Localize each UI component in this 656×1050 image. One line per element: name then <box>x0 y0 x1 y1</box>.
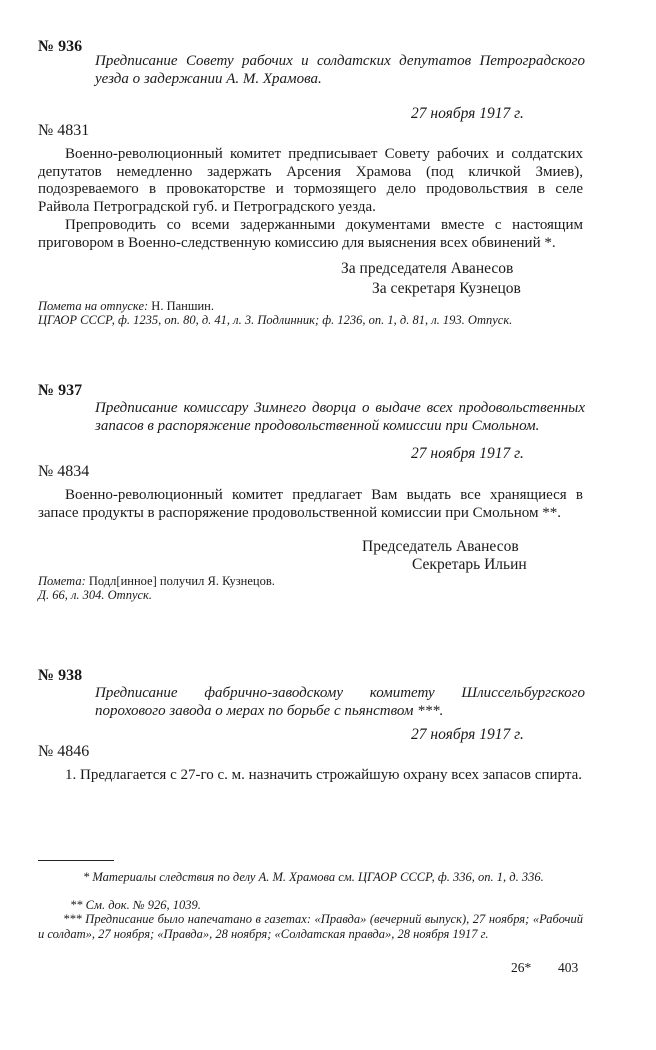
doc-title: Предписание Совету рабочих и солдатских депутатов Петроградского уезда о задержании А. М. Храмова. <box>95 53 585 87</box>
signature-line: За секретаря Кузнецов <box>372 280 521 297</box>
signature-line: Секретарь Ильин <box>412 556 527 573</box>
doc-paragraph: 1. Предлагается с 27-го с. м. назначить строжайшую охрану всех запасов спирта. <box>65 767 582 783</box>
archive-reference: ЦГАОР СССР, ф. 1235, оп. 80, д. 41, л. 3. Подлинник; ф. 1236, оп. 1, д. 81, л. 193. Отпуск. <box>38 313 513 327</box>
doc-paragraph: Военно-революционный комитет предписывает Совету рабочих и солдатских депутатов немедленно задержать Арсения Храмова (под кличкой Змиев), подозреваемого в провокаторстве и тормозящего дело продовольствия в селе Райвола Петроградской губ. и Петроградского уезда. <box>38 146 583 215</box>
doc-title: Предписание комиссару Зимнего дворца о выдаче всех продовольственных запасов в распоряжение продовольственной комиссии при Смольном. <box>95 400 585 434</box>
doc-paragraph: Препроводить со всеми задержанными документами вместе с настоящим приговором в Военно-следственную комиссию для выяснения всех обвинений *. <box>38 217 583 251</box>
doc-note <box>38 299 583 313</box>
doc-date: 27 ноября 1917 г. <box>411 105 524 122</box>
note-text: Н. Паншин. <box>148 299 214 313</box>
page-number: 403 <box>558 960 579 975</box>
note-text: Подл[инное] получил Я. Кузнецов. <box>85 574 275 588</box>
doc-number: № 936 <box>38 38 83 55</box>
doc-date: 27 ноября 1917 г. <box>411 726 524 743</box>
doc-title: Предписание фабрично-заводскому комитету Шлиссельбургского порохового завода о мерах по борьбе с пьянством ***. <box>95 685 585 719</box>
archive-reference: Д. 66, л. 304. Отпуск. <box>38 588 153 602</box>
doc-number: № 938 <box>38 667 83 684</box>
note-label: Помета на отпуске: <box>38 299 149 313</box>
footnote: *** Предписание было напечатано в газетах: «Правда» (вечерний выпуск), 27 ноября; «Рабочий и солдат», 27 ноября; «Правда», 28 ноября; «Солдатская правда», 28 ноября 1917 г. <box>38 912 583 941</box>
footnote: ** См. док. № 926, 1039. <box>70 898 201 912</box>
footnote-rule <box>38 860 114 861</box>
doc-paragraph: Военно-революционный комитет предлагает Вам выдать все хранящиеся в запасе продукты в распоряжение продовольственной комиссии при Смольном **. <box>38 487 583 521</box>
signature-line: Председатель Аванесов <box>362 538 519 555</box>
doc-reg-number: № 4831 <box>38 122 90 139</box>
signature-mark: 26* <box>511 960 532 975</box>
doc-number: № 937 <box>38 382 83 399</box>
doc-date: 27 ноября 1917 г. <box>411 445 524 462</box>
doc-note <box>38 574 583 588</box>
doc-reg-number: № 4834 <box>38 463 90 480</box>
signature-line: За председателя Аванесов <box>341 260 514 277</box>
note-label: Помета: <box>38 574 86 588</box>
footnote: * Материалы следствия по делу А. М. Храмова см. ЦГАОР СССР, ф. 336, оп. 1, д. 336. <box>83 870 544 884</box>
doc-reg-number: № 4846 <box>38 743 90 760</box>
